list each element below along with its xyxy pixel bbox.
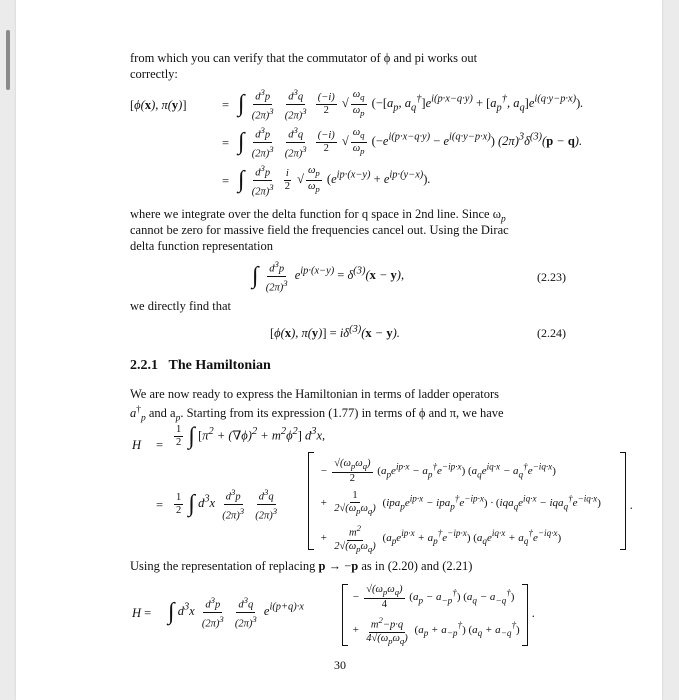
right-bracket-final bbox=[522, 584, 528, 646]
page-number: 30 bbox=[334, 658, 346, 672]
hamiltonian-symbol-1: H bbox=[132, 438, 142, 452]
document-page bbox=[16, 0, 662, 700]
equation-2-24: [ϕ(x), $\pi(y)] = i\delta^{(3)}(x - y)$. bbox=[270, 324, 400, 341]
after-line-3: delta function representation bbox=[130, 239, 273, 253]
final-term-1: − $\frac{√(\omega_p\omega_q)}{4}$ $(a_p - a_{-p}^\dagger) (a_q - a_{-q}^\dagger)$ bbox=[352, 584, 515, 611]
equals-h1: = bbox=[156, 438, 164, 452]
equals-2: = bbox=[222, 136, 230, 150]
direct-line: we directly find that bbox=[130, 299, 232, 313]
hamiltonian-term-3: + $\frac{m^2}{2√(\omega_p\omega_q)}$ $(a_pe^{ip\cdot x} + a_p^\dagger e^{-ip\cdot x}) (a_qe^{iq\cdot x} + a_q^\dagger e^{-iq\cdot x})$ bbox=[320, 523, 562, 554]
section-heading: 2.2.1 The Hamiltonian bbox=[130, 358, 271, 373]
ham-line-2: $a^\dagger_p$ and $a_p$. Starting from its expression (1.77) in terms of ϕ and π, we have bbox=[130, 405, 504, 424]
final-term-2: + $\frac{m^2-p\cdot q}{4√(\omega_p\omega_q)}$ $(a_p + a_{-p}^\dagger) (a_q + a_{-q}^\dagger)$ bbox=[352, 615, 520, 646]
equation-2-23: ∫ $\frac{d^3p}{(2\pi)^3}$ $e^{ip\cdot(x-y)} = \delta^{(3)}(x - y)$, bbox=[252, 259, 405, 293]
equation-line-1: ∫ $\frac{d^3p}{(2\pi)^3}$ $\frac{d^3q}{(2\pi)^3}$ $\frac{(-i)}{2}$ √ $\frac{\omega_q}{\omega_p}$ ($-[a_p$, $a_q^\dagger]e^{i(p\cdot x-q\cdot y)} + [a_p^\dagger$, $a_q]e^{i(q\cdot y-p\cdot x)}$). bbox=[238, 87, 584, 121]
hamiltonian-term-2: + $\frac{1}{2√(\omega_p\omega_q)}$ $(ipa_pe^{ip\cdot x} - ipa_p^\dagger e^{-ip\cdot x}) \cdot (iqa_qe^{iq\cdot x} - iqa_q^\dagger e^{-iq\cdot x})$ bbox=[320, 490, 601, 517]
hamiltonian-prefactor: $\frac{1}{2}$ ∫ $d^3x$ $\frac{d^3p}{(2\pi)^3}$ $\frac{d^3q}{(2\pi)^3}$ bbox=[176, 487, 278, 521]
scrollbar-thumb[interactable] bbox=[6, 30, 10, 90]
after-line-2: cannot be zero for massive field the frequencies cancel out. Using the Dirac bbox=[130, 223, 509, 237]
intro-line-2: correctly: bbox=[130, 67, 178, 81]
equation-number-2-24: (2.24) bbox=[537, 326, 566, 340]
hamiltonian-term-1: − $\frac{√(\omega_p\omega_q)}{2}$ $(a_pe^{ip\cdot x} - a_p^\dagger e^{-ip\cdot x}) (a_qe^{iq\cdot x} - a_q^\dagger e^{-iq\cdot x})$ bbox=[320, 458, 556, 485]
using-rep-line: Using the representation of replacing p → −p as in (2.20) and (2.21) bbox=[130, 559, 473, 573]
hamiltonian-final-prefactor: ∫ $d^3x$ $\frac{d^3p}{(2\pi)^3}$ $\frac{d^3q}{(2\pi)^3}$ $e^{i(p+q)\cdot x}$ bbox=[168, 595, 304, 629]
equals-h2: = bbox=[156, 498, 164, 512]
equals-3: = bbox=[222, 174, 230, 188]
left-bracket-final bbox=[342, 584, 348, 646]
period-mark: . bbox=[630, 498, 634, 512]
after-line-1: where we integrate over the delta function for q space in 2nd line. Since $\omega_p$ bbox=[130, 207, 506, 225]
equation-number-2-23: (2.23) bbox=[537, 270, 566, 284]
ham-line-1: We are now ready to express the Hamiltonian in terms of ladder operators bbox=[130, 387, 500, 401]
equation-line-2: ∫ $\frac{d^3p}{(2\pi)^3}$ $\frac{d^3q}{(2\pi)^3}$ $\frac{(-i)}{2}$ √ $\frac{\omega_q}{\omega_p}$ $(-e^{i(p\cdot x-q\cdot y)} - e^{i(q\cdot y-p\cdot x)}) (2\pi)^3\delta^{(3)}(p - q)$. bbox=[238, 125, 583, 159]
left-bracket bbox=[308, 452, 314, 550]
hamiltonian-line-1: $\frac{1}{2}$ ∫ $[\pi^2 + (\nabla\phi)^2 + m^2\phi^2]$ $d^3x$, bbox=[176, 423, 326, 450]
equation-line-3: ∫ $\frac{d^3p}{(2\pi)^3}$ $\frac{i}{2}$ √ $\frac{\omega_p}{\omega_p}$ $(e^{ip\cdot(x-y)} + e^{ip\cdot(y-x)})$. bbox=[238, 163, 431, 197]
hamiltonian-symbol-2: H = bbox=[132, 606, 152, 620]
intro-line-1: from which you can verify that the commutator of ϕ and pi works out bbox=[130, 51, 478, 65]
period-mark-final: . bbox=[532, 606, 536, 620]
equals-1: = bbox=[222, 98, 230, 112]
right-bracket bbox=[620, 452, 626, 550]
commutator-lhs: [ϕ(x), π(y)] bbox=[130, 98, 187, 112]
